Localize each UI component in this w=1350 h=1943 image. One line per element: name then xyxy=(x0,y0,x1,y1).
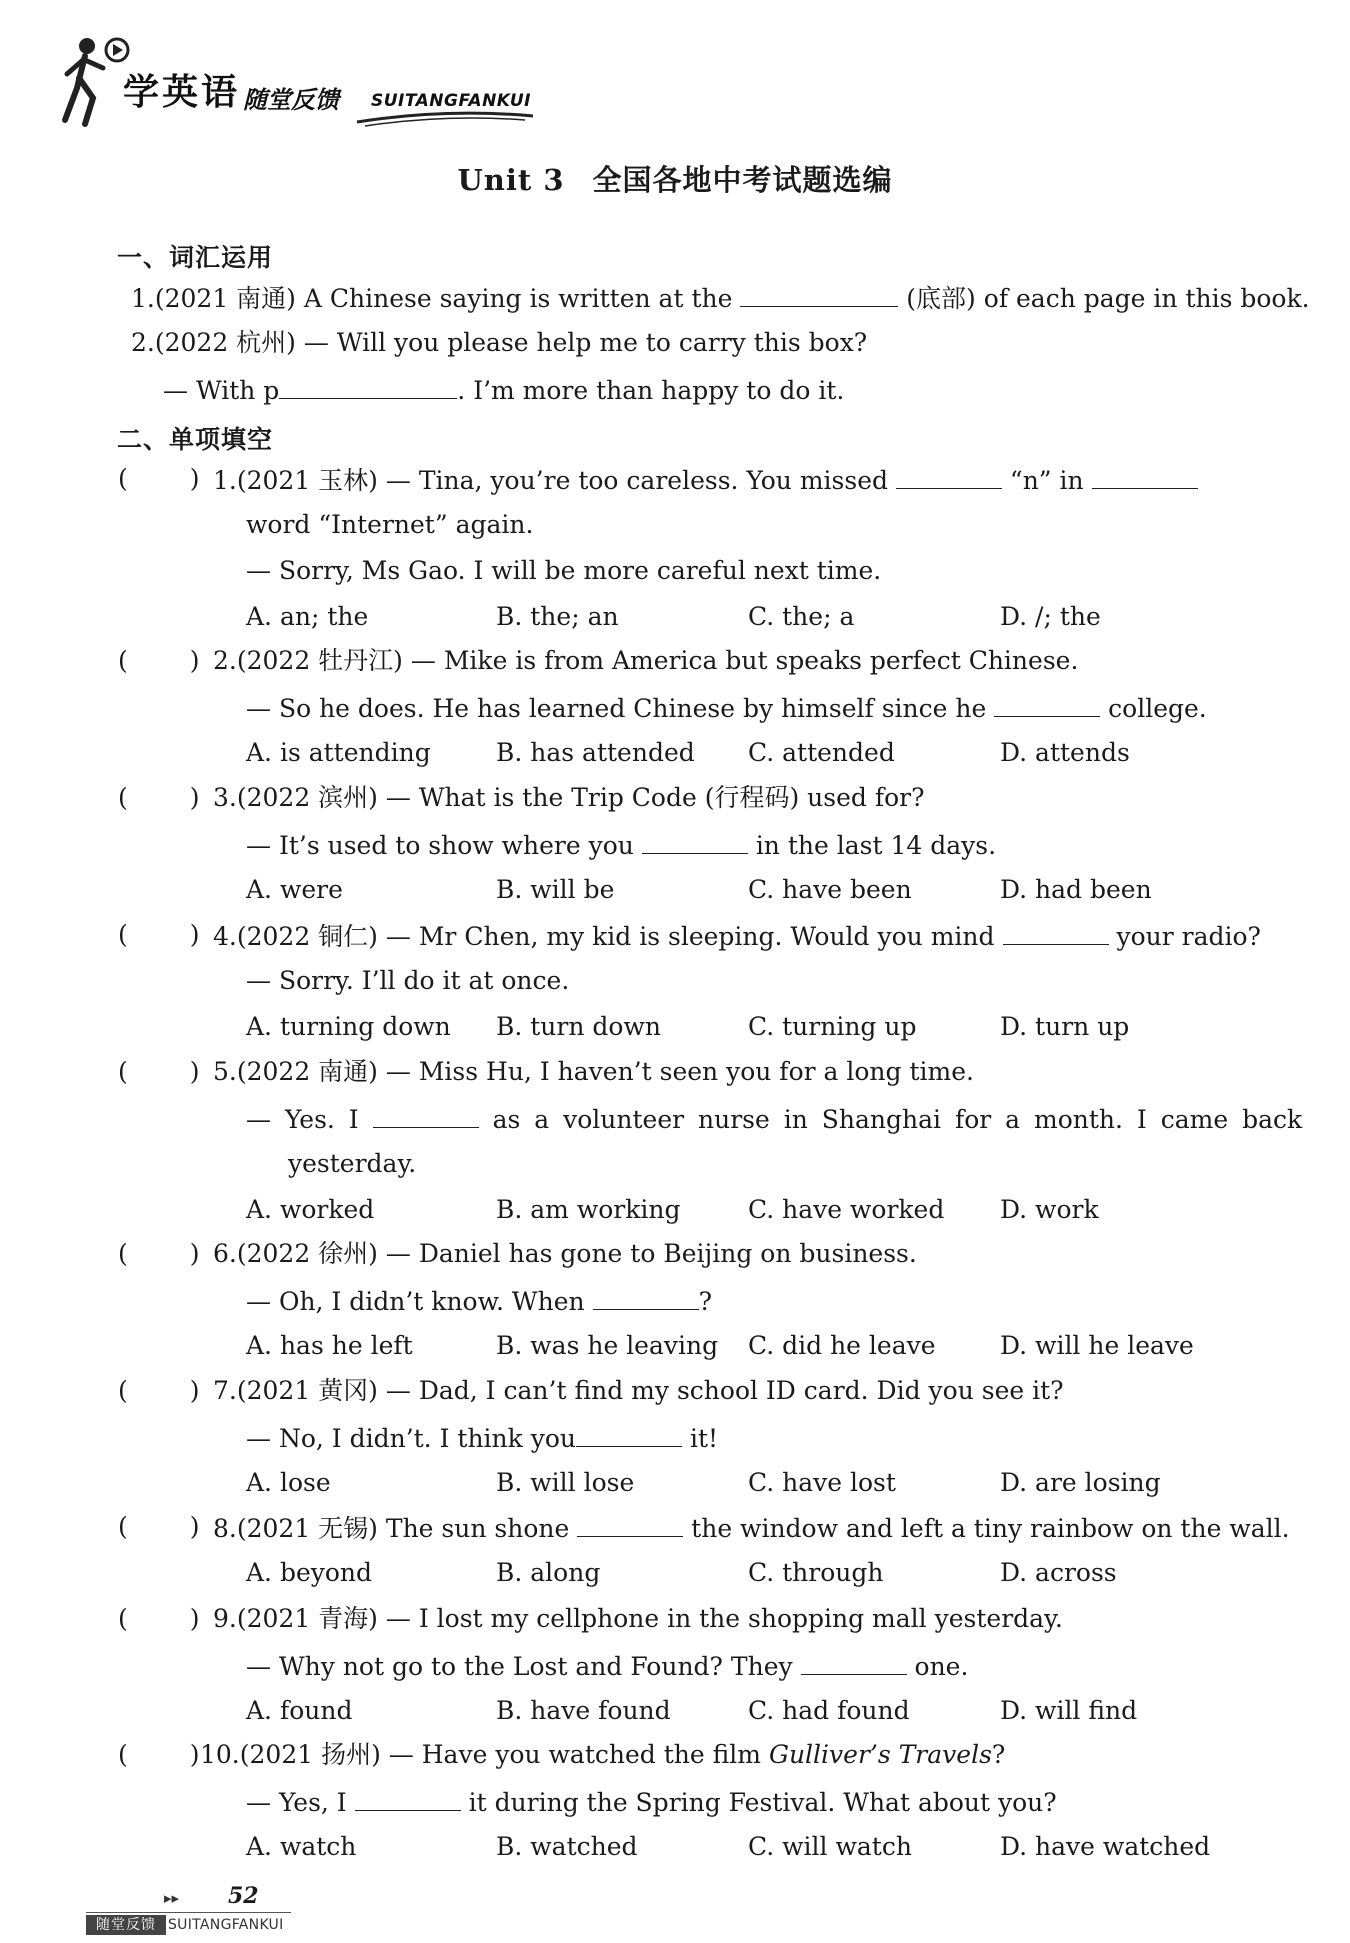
question-text: . I’m more than happy to do it. xyxy=(457,376,845,405)
option-b[interactable]: B. the; an xyxy=(496,602,619,631)
answer-blank[interactable] xyxy=(740,284,898,307)
question-source: (2022 杭州) xyxy=(154,328,296,357)
book-header xyxy=(55,28,575,138)
question-stem: 2.(2022 牡丹江) — Mike is from America but speaks perfect Chinese. xyxy=(213,646,1079,675)
option-b[interactable]: B. will lose xyxy=(496,1468,635,1497)
answer-blank[interactable] xyxy=(279,376,457,399)
brand-main-text: 学英语 xyxy=(123,72,241,113)
answer-bracket[interactable]: ( ) xyxy=(118,920,200,949)
question-line: — Yes, I it during the Spring Festival. What about you? xyxy=(246,1788,1057,1817)
answer-bracket[interactable]: ( ) xyxy=(118,1604,200,1633)
question-number: 7. xyxy=(213,1376,237,1405)
question-source: (2021 玉林) xyxy=(236,466,378,495)
unit-topic: 全国各地中考试题选编 xyxy=(592,163,893,197)
choice-question-5 xyxy=(0,1059,1350,1239)
question-number: 4. xyxy=(213,922,237,951)
question-line: — So he does. He has learned Chinese by himself since he college. xyxy=(246,694,1207,723)
question-number: 6. xyxy=(213,1239,237,1268)
answer-blank[interactable] xyxy=(576,1424,682,1447)
page-number: 52 xyxy=(228,1883,259,1909)
question-line: — Why not go to the Lost and Found? They one. xyxy=(246,1652,969,1681)
option-b[interactable]: B. will be xyxy=(496,875,615,904)
answer-bracket[interactable]: ( ) xyxy=(118,646,200,675)
option-d[interactable]: D. across xyxy=(1000,1558,1117,1587)
question-line: — It’s used to show where you in the last 14 days. xyxy=(246,831,997,860)
question-text: — With p xyxy=(163,376,280,405)
choice-question-3 xyxy=(0,785,1350,915)
option-a[interactable]: A. an; the xyxy=(246,602,369,631)
option-c[interactable]: C. turning up xyxy=(748,1012,917,1041)
choice-question-8 xyxy=(0,1514,1350,1604)
option-a[interactable]: A. worked xyxy=(246,1195,375,1224)
option-c[interactable]: C. attended xyxy=(748,738,895,767)
option-d[interactable]: D. have watched xyxy=(1000,1832,1211,1861)
page-arrow-icon: ▸▸ xyxy=(164,1889,180,1907)
option-d[interactable]: D. will find xyxy=(1000,1696,1138,1725)
question-source: (2021 南通) xyxy=(154,284,296,313)
answer-bracket[interactable]: ( ) xyxy=(118,1057,200,1086)
question-stem: 9.(2021 青海) — I lost my cellphone in the shopping mall yesterday. xyxy=(213,1604,1063,1633)
answer-blank[interactable] xyxy=(994,694,1100,717)
question-source: (2021 无锡) xyxy=(236,1514,378,1543)
choice-question-4 xyxy=(0,922,1350,1052)
footer-divider xyxy=(86,1912,291,1913)
question-text: of each page in this book. xyxy=(983,284,1310,313)
option-c[interactable]: C. have been xyxy=(748,875,912,904)
question-source: (2022 徐州) xyxy=(236,1239,378,1268)
question-number: 3. xyxy=(213,783,237,812)
option-d[interactable]: D. will he leave xyxy=(1000,1331,1194,1360)
question-stem: 6.(2022 徐州) — Daniel has gone to Beijing on business. xyxy=(213,1239,917,1268)
question-line: — Oh, I didn’t know. When ? xyxy=(246,1287,712,1316)
choice-question-10 xyxy=(0,1742,1350,1872)
option-a[interactable]: A. beyond xyxy=(246,1558,373,1587)
option-c[interactable]: C. through xyxy=(748,1558,884,1587)
option-b[interactable]: B. have found xyxy=(496,1696,671,1725)
option-b[interactable]: B. along xyxy=(496,1558,601,1587)
footer-badge: 随堂反馈 xyxy=(86,1915,166,1935)
vocab-question-2 xyxy=(131,330,867,355)
choice-question-9 xyxy=(0,1606,1350,1736)
option-d[interactable]: D. attends xyxy=(1000,738,1130,767)
unit-title xyxy=(0,158,1350,199)
option-c[interactable]: C. have lost xyxy=(748,1468,896,1497)
option-c[interactable]: C. did he leave xyxy=(748,1331,936,1360)
question-source: (2022 南通) xyxy=(236,1057,378,1086)
option-a[interactable]: A. lose xyxy=(246,1468,331,1497)
choice-question-7 xyxy=(0,1378,1350,1508)
answer-bracket[interactable]: ( ) xyxy=(118,783,200,812)
option-b[interactable]: B. turn down xyxy=(496,1012,661,1041)
question-stem: 3.(2022 滨州) — What is the Trip Code (行程码) used for? xyxy=(213,783,925,812)
question-stem: 8.(2021 无锡) The sun shone the window and left a tiny rainbow on the wall. xyxy=(213,1514,1290,1543)
swoosh-decoration-icon xyxy=(355,110,535,130)
section-heading-single-choice: 二、单项填空 xyxy=(117,425,274,454)
question-number: 8. xyxy=(213,1514,237,1543)
option-b[interactable]: B. am working xyxy=(496,1195,681,1224)
answer-blank[interactable] xyxy=(593,1287,699,1310)
question-number: 9. xyxy=(213,1604,237,1633)
answer-blank[interactable] xyxy=(1003,922,1109,945)
choice-question-6 xyxy=(0,1241,1350,1371)
choice-question-2 xyxy=(0,648,1350,778)
option-a[interactable]: A. has he left xyxy=(246,1331,413,1360)
option-a[interactable]: A. is attending xyxy=(246,738,431,767)
question-line: — Sorry, Ms Gao. I will be more careful next time. xyxy=(246,556,882,585)
question-source: (2021 青海) xyxy=(236,1604,378,1633)
option-d[interactable]: D. turn up xyxy=(1000,1012,1130,1041)
option-d[interactable]: D. work xyxy=(1000,1195,1099,1224)
question-source: (2021 黄冈) xyxy=(236,1376,378,1405)
question-hint: (底部) xyxy=(906,284,976,313)
question-number: 5. xyxy=(213,1057,237,1086)
footer-english-text: SUITANGFANKUI xyxy=(168,1917,284,1933)
question-line: yesterday. xyxy=(288,1149,417,1178)
question-number: 2. xyxy=(213,646,237,675)
question-source: (2021 扬州) xyxy=(239,1740,381,1769)
question-number: 2. xyxy=(131,328,155,357)
option-a[interactable]: A. turning down xyxy=(246,1012,451,1041)
unit-number: Unit 3 xyxy=(457,163,565,197)
answer-bracket[interactable]: ( ) xyxy=(118,1740,200,1769)
answer-blank[interactable] xyxy=(355,1788,461,1811)
option-b[interactable]: B. was he leaving xyxy=(496,1331,719,1360)
vocab-question-1 xyxy=(131,284,1310,311)
option-c[interactable]: C. the; a xyxy=(748,602,855,631)
question-line: — No, I didn’t. I think you it! xyxy=(246,1424,719,1453)
option-b[interactable]: B. has attended xyxy=(496,738,695,767)
option-a[interactable]: A. watch xyxy=(246,1832,357,1861)
option-c[interactable]: C. have worked xyxy=(748,1195,945,1224)
vocab-question-2-reply xyxy=(163,376,844,403)
question-stem: 5.(2022 南通) — Miss Hu, I haven’t seen you for a long time. xyxy=(213,1057,974,1086)
question-text: — Will you please help me to carry this box? xyxy=(303,328,868,357)
brand-sub-text: 随堂反馈 xyxy=(243,86,339,114)
question-number: 1. xyxy=(213,466,237,495)
question-text: A Chinese saying is written at the xyxy=(303,284,733,313)
answer-bracket[interactable]: ( ) xyxy=(118,464,200,493)
option-b[interactable]: B. watched xyxy=(496,1832,638,1861)
question-line: — Yes. I as a volunteer nurse in Shanghai for a month. I came back xyxy=(246,1105,1303,1134)
answer-bracket[interactable]: ( ) xyxy=(118,1376,200,1405)
question-stem: 4.(2022 铜仁) — Mr Chen, my kid is sleeping. Would you mind your radio? xyxy=(213,922,1261,951)
answer-blank[interactable] xyxy=(801,1652,907,1675)
answer-bracket[interactable]: ( ) xyxy=(118,1512,200,1541)
answer-blank[interactable] xyxy=(896,466,1002,489)
question-number: 1. xyxy=(131,284,155,313)
answer-blank[interactable] xyxy=(1092,466,1198,489)
option-d[interactable]: D. /; the xyxy=(1000,602,1101,631)
option-a[interactable]: A. were xyxy=(246,875,343,904)
question-number: 10. xyxy=(200,1740,240,1769)
question-source: (2022 牡丹江) xyxy=(236,646,403,675)
option-d[interactable]: D. are losing xyxy=(1000,1468,1161,1497)
answer-blank[interactable] xyxy=(577,1514,683,1537)
choice-question-1 xyxy=(0,464,1350,631)
question-source: (2022 铜仁) xyxy=(236,922,378,951)
question-stem: 7.(2021 黄冈) — Dad, I can’t find my school ID card. Did you see it? xyxy=(213,1376,1064,1405)
option-c[interactable]: C. will watch xyxy=(748,1832,912,1861)
option-d[interactable]: D. had been xyxy=(1000,875,1152,904)
question-line: word “Internet” again. xyxy=(246,510,534,539)
option-c[interactable]: C. had found xyxy=(748,1696,910,1725)
question-line: — Sorry. I’ll do it at once. xyxy=(246,966,570,995)
answer-bracket[interactable]: ( ) xyxy=(118,1239,200,1268)
option-a[interactable]: A. found xyxy=(246,1696,353,1725)
question-stem: 10.(2021 扬州) — Have you watched the film Gulliver’s Travels? xyxy=(200,1740,1006,1769)
brand-english-text: SUITANGFANKUI xyxy=(371,91,531,111)
answer-blank[interactable] xyxy=(642,831,748,854)
section-heading-vocabulary: 一、词汇运用 xyxy=(117,243,274,272)
answer-blank[interactable] xyxy=(373,1105,479,1128)
question-source: (2022 滨州) xyxy=(236,783,378,812)
question-stem: 1.(2021 玉林) — Tina, you’re too careless. You missed “n” in xyxy=(213,466,1198,493)
film-title: Gulliver’s Travels xyxy=(768,1740,992,1769)
